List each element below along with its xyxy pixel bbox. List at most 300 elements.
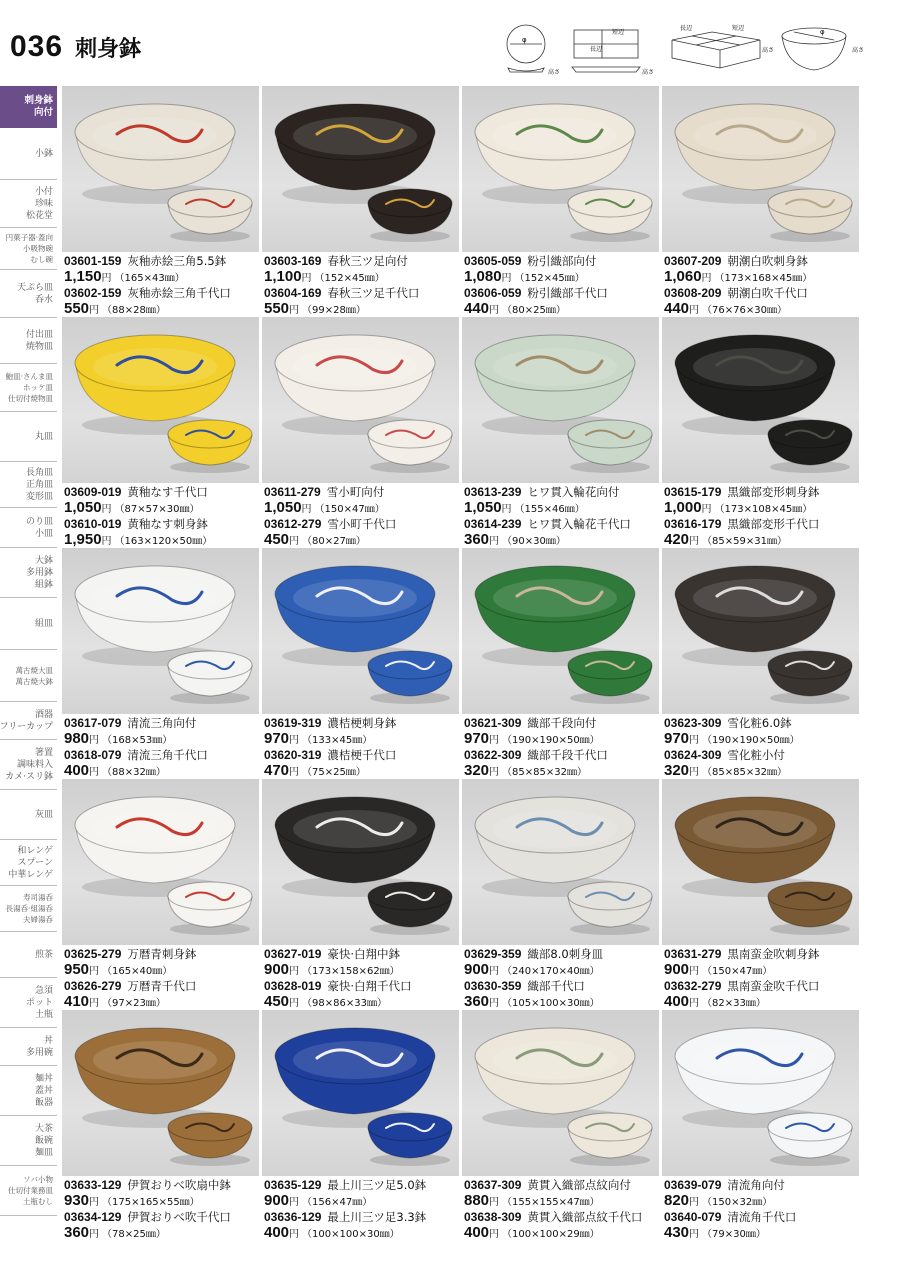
sidebar-item-label: 小付 — [34, 186, 53, 197]
yen-unit: 円 — [689, 998, 700, 1009]
product-code: 03631-279 — [664, 947, 722, 961]
product-price-row — [264, 1193, 464, 1210]
product-dimensions: （150×47㎜） — [314, 504, 385, 515]
product-name: 灰釉赤絵三角千代口 — [127, 286, 231, 300]
product-name: 濃桔梗刺身鉢 — [327, 716, 397, 730]
diagram-phi: φ — [522, 36, 527, 44]
product-photo[interactable] — [262, 779, 459, 945]
product-dimensions: （190×190×50㎜） — [502, 735, 600, 746]
product-code-row — [464, 254, 664, 269]
sidebar-item-label: 仕切付業務皿 — [8, 1186, 53, 1195]
sidebar-item-label: 飯器 — [34, 1097, 53, 1108]
sidebar-item-label: 夫婦湯呑 — [23, 915, 53, 924]
product-name: 朝潮白吹刺身鉢 — [727, 254, 808, 268]
sidebar-item-19[interactable] — [0, 978, 57, 1028]
product-photo[interactable] — [662, 779, 859, 945]
sidebar-item-label: ソバ小物 — [23, 1175, 53, 1184]
sidebar-item-label: 鮑皿·さんま皿 — [5, 372, 53, 381]
round-plate-diagram — [507, 25, 545, 72]
product-code: 03635-129 — [264, 1178, 322, 1192]
product-photo[interactable] — [62, 779, 259, 945]
product-caption — [64, 485, 264, 549]
sidebar-item-label: 長湯呑·組湯呑 — [5, 904, 53, 913]
sidebar-item-label: フリーカップ — [0, 721, 53, 732]
yen-unit: 円 — [689, 1229, 700, 1240]
product-card[interactable] — [62, 548, 259, 779]
product-code-row — [264, 947, 464, 962]
dish-illustration — [262, 317, 459, 483]
product-code-row — [64, 286, 264, 301]
dish-illustration — [262, 1010, 459, 1176]
product-price: 1,080 — [464, 268, 502, 285]
product-dimensions: （152×45㎜） — [314, 273, 385, 284]
product-name: 清流三角向付 — [127, 716, 197, 730]
yen-unit: 円 — [489, 1197, 500, 1208]
product-price-row — [664, 1225, 864, 1242]
product-price-row — [64, 1225, 264, 1242]
sidebar-item-label: カメ·スリ鉢 — [5, 771, 53, 782]
product-price: 900 — [264, 1192, 290, 1209]
product-price-row — [264, 763, 464, 780]
product-code: 03637-309 — [464, 1178, 522, 1192]
product-code-row — [664, 947, 864, 962]
yen-unit: 円 — [101, 536, 112, 547]
product-photo[interactable] — [462, 1010, 659, 1176]
dish-illustration — [262, 86, 459, 252]
product-photo[interactable] — [62, 86, 259, 252]
sidebar-item-label: 呑水 — [34, 294, 53, 305]
product-code-row — [664, 979, 864, 994]
product-caption — [664, 254, 864, 318]
product-price: 900 — [464, 961, 490, 978]
product-card[interactable] — [62, 86, 259, 317]
product-photo[interactable] — [462, 779, 659, 945]
product-code: 03618-079 — [64, 748, 122, 762]
sidebar-item-label: 長角皿 — [25, 467, 53, 478]
sidebar-item-5[interactable] — [0, 318, 57, 364]
product-price-row — [664, 962, 864, 979]
product-code: 03614-239 — [464, 517, 522, 531]
dish-illustration — [262, 548, 459, 714]
yen-unit: 円 — [301, 273, 312, 284]
product-price: 360 — [64, 1224, 90, 1241]
product-price-row — [264, 500, 464, 517]
sidebar-item-label: 小鉢 — [34, 148, 53, 159]
sidebar-item-label: スプーン — [17, 857, 53, 868]
product-code: 03606-059 — [464, 286, 522, 300]
diagram-short-side-2: 短辺 — [732, 25, 745, 32]
sidebar-item-13[interactable] — [0, 702, 57, 740]
product-price-row — [264, 1225, 464, 1242]
diagram-phi-2: φ — [820, 28, 825, 36]
diagram-height-1: 高さ — [548, 69, 561, 76]
yen-unit: 円 — [289, 735, 300, 746]
product-photo[interactable] — [62, 548, 259, 714]
yen-unit: 円 — [701, 504, 712, 515]
product-price-row — [64, 962, 264, 979]
product-price: 450 — [264, 531, 290, 548]
sidebar-item-label: 灰皿 — [34, 809, 53, 820]
product-name: 粉引織部向付 — [527, 254, 597, 268]
product-name: 黄釉なす千代口 — [127, 485, 208, 499]
product-price-row — [464, 269, 664, 286]
product-code-row — [264, 485, 464, 500]
sidebar-item-label: 土瓶むし — [23, 1197, 53, 1206]
product-card[interactable] — [462, 317, 659, 548]
product-card[interactable] — [662, 317, 859, 548]
product-price: 900 — [264, 961, 290, 978]
product-caption — [664, 485, 864, 549]
product-card[interactable] — [62, 779, 259, 1010]
yen-unit: 円 — [289, 1197, 300, 1208]
page-number: 036 — [10, 30, 64, 63]
product-card[interactable] — [262, 548, 459, 779]
product-code: 03608-209 — [664, 286, 722, 300]
product-photo[interactable] — [662, 86, 859, 252]
product-code: 03605-059 — [464, 254, 522, 268]
product-dimensions: （88×32㎜） — [102, 767, 166, 778]
product-name: 豪快·白翔中鉢 — [327, 947, 401, 961]
product-dimensions: （152×45㎜） — [514, 273, 585, 284]
sidebar-item-label: 組鉢 — [34, 579, 53, 590]
sidebar-item-label: 調味料入 — [16, 759, 53, 770]
page-header — [10, 30, 141, 70]
product-code-row — [264, 254, 464, 269]
product-photo[interactable] — [662, 317, 859, 483]
product-name: 朝潮白吹千代口 — [727, 286, 808, 300]
product-name: 黄貫入織部点紋向付 — [527, 1178, 631, 1192]
sidebar-item-22[interactable] — [0, 1116, 57, 1166]
product-price: 1,100 — [264, 268, 302, 285]
product-code-row — [64, 254, 264, 269]
product-name: 雪化粧6.0鉢 — [727, 716, 792, 730]
sidebar-item-3[interactable] — [0, 228, 57, 270]
sidebar-item-label: 土瓶 — [34, 1009, 53, 1020]
product-card[interactable] — [462, 1010, 659, 1241]
product-dimensions: （85×59×31㎜） — [702, 536, 787, 547]
diagram-long-side-2: 長辺 — [680, 25, 693, 32]
product-code-row — [64, 517, 264, 532]
product-code: 03626-279 — [64, 979, 122, 993]
sidebar-item-label: 大茶 — [34, 1123, 53, 1134]
yen-unit: 円 — [489, 966, 500, 977]
product-price: 360 — [464, 531, 490, 548]
product-price: 400 — [464, 1224, 490, 1241]
sidebar-item-16[interactable] — [0, 840, 57, 886]
product-card[interactable] — [62, 317, 259, 548]
dish-illustration — [62, 86, 259, 252]
dish-illustration — [462, 1010, 659, 1176]
yen-unit: 円 — [89, 966, 100, 977]
product-price: 320 — [664, 762, 690, 779]
sidebar-item-label: 麺皿 — [34, 1147, 53, 1158]
product-photo[interactable] — [462, 548, 659, 714]
product-code-row — [64, 748, 264, 763]
product-code-row — [664, 485, 864, 500]
product-name: 最上川三ツ足5.0鉢 — [327, 1178, 427, 1192]
product-photo[interactable] — [62, 1010, 259, 1176]
sidebar-item-4[interactable] — [0, 270, 57, 318]
sidebar-item-0[interactable] — [0, 86, 57, 128]
product-card[interactable] — [662, 1010, 859, 1241]
sidebar-item-label: 萬古焼大皿 — [15, 665, 53, 675]
product-code: 03630-359 — [464, 979, 522, 993]
sidebar-item-label: 仕切付焼物皿 — [8, 394, 53, 403]
product-card[interactable] — [262, 1010, 459, 1241]
sidebar-item-label: 多用鉢 — [25, 567, 53, 578]
product-dimensions: （155×155×47㎜） — [502, 1197, 600, 1208]
product-name: 清流角千代口 — [727, 1210, 797, 1224]
sidebar-item-label: 寿司湯呑 — [23, 893, 53, 902]
product-price-row — [464, 731, 664, 748]
product-photo[interactable] — [462, 86, 659, 252]
product-name: 黄貫入織部点紋千代口 — [527, 1210, 643, 1224]
product-name: 清流角向付 — [727, 1178, 785, 1192]
product-code-row — [464, 979, 664, 994]
product-price: 360 — [464, 993, 490, 1010]
product-name: 黒織部変形千代口 — [727, 517, 820, 531]
product-price-row — [264, 532, 464, 549]
product-code: 03604-169 — [264, 286, 322, 300]
sidebar-item-label: むし碗 — [30, 255, 53, 264]
product-price-row — [464, 301, 664, 318]
product-price: 420 — [664, 531, 690, 548]
product-code-row — [464, 517, 664, 532]
product-name: 最上川三ツ足3.3鉢 — [327, 1210, 427, 1224]
sidebar-item-10[interactable] — [0, 548, 57, 598]
product-name: 織部千段千代口 — [527, 748, 608, 762]
sidebar-item-label: 丼 — [43, 1035, 53, 1046]
product-dimensions: （78×25㎜） — [102, 1229, 166, 1240]
product-name: 清流三角千代口 — [127, 748, 208, 762]
yen-unit: 円 — [489, 536, 500, 547]
product-card[interactable] — [662, 86, 859, 317]
sidebar-item-8[interactable] — [0, 462, 57, 508]
product-code-row — [264, 286, 464, 301]
sidebar-item-label: 正角皿 — [25, 479, 53, 490]
product-code-row — [464, 947, 664, 962]
product-dimensions: （79×30㎜） — [702, 1229, 766, 1240]
sidebar-item-21[interactable] — [0, 1066, 57, 1116]
product-code-row — [464, 716, 664, 731]
product-name: 万暦青千代口 — [127, 979, 197, 993]
product-name: 濃桔梗千代口 — [327, 748, 397, 762]
product-card[interactable] — [462, 779, 659, 1010]
product-dimensions: （98×86×33㎜） — [302, 998, 387, 1009]
product-price: 400 — [264, 1224, 290, 1241]
product-dimensions: （100×100×30㎜） — [302, 1229, 400, 1240]
product-code: 03636-129 — [264, 1210, 322, 1224]
product-card[interactable] — [462, 86, 659, 317]
product-dimensions: （90×30㎜） — [502, 536, 566, 547]
yen-unit: 円 — [89, 998, 100, 1009]
product-photo[interactable] — [462, 317, 659, 483]
rect-plate-diagram — [572, 30, 640, 72]
product-price-row — [464, 500, 664, 517]
yen-unit: 円 — [101, 273, 112, 284]
product-code: 03625-279 — [64, 947, 122, 961]
yen-unit: 円 — [489, 767, 500, 778]
sidebar-item-label: 飯碗 — [34, 1135, 53, 1146]
product-code-row — [464, 485, 664, 500]
product-dimensions: （175×165×55㎜） — [102, 1197, 200, 1208]
sidebar-item-label: 向付 — [33, 107, 53, 118]
yen-unit: 円 — [289, 536, 300, 547]
product-caption — [264, 254, 464, 318]
yen-unit: 円 — [89, 1197, 100, 1208]
product-price: 470 — [264, 762, 290, 779]
product-dimensions: （82×33㎜） — [702, 998, 766, 1009]
product-code-row — [464, 748, 664, 763]
product-photo[interactable] — [62, 317, 259, 483]
product-code-row — [64, 716, 264, 731]
product-caption — [264, 485, 464, 549]
sidebar-item-1[interactable] — [0, 128, 57, 180]
product-price: 970 — [664, 730, 690, 747]
product-price: 550 — [64, 300, 90, 317]
diagram-height-2: 高さ — [642, 69, 655, 76]
product-name: ヒワ貫入輪花向付 — [527, 485, 620, 499]
sidebar-item-6[interactable] — [0, 364, 57, 412]
product-card[interactable] — [662, 779, 859, 1010]
product-name: 灰釉赤絵三角5.5鉢 — [127, 254, 227, 268]
sidebar-item-20[interactable] — [0, 1028, 57, 1066]
product-price-row — [464, 962, 664, 979]
dish-illustration — [462, 317, 659, 483]
product-price: 430 — [664, 1224, 690, 1241]
product-code: 03612-279 — [264, 517, 322, 531]
sidebar-item-18[interactable] — [0, 932, 57, 978]
product-card[interactable] — [262, 86, 459, 317]
product-code: 03627-019 — [264, 947, 322, 961]
product-price-row — [464, 994, 664, 1011]
product-card[interactable] — [462, 548, 659, 779]
sidebar-item-label: 丸皿 — [34, 431, 53, 442]
product-price: 930 — [64, 1192, 90, 1209]
product-code: 03607-209 — [664, 254, 722, 268]
product-caption — [664, 716, 864, 780]
product-dimensions: （85×85×32㎜） — [502, 767, 587, 778]
sidebar-item-label: 天ぷら皿 — [16, 282, 53, 293]
sidebar-item-14[interactable] — [0, 740, 57, 790]
sidebar-item-label: ポット — [25, 997, 53, 1008]
product-photo[interactable] — [662, 548, 859, 714]
product-name: 粉引織部千代口 — [527, 286, 608, 300]
dish-illustration — [462, 86, 659, 252]
sidebar-item-17[interactable] — [0, 886, 57, 932]
sidebar-item-9[interactable] — [0, 508, 57, 548]
product-price: 950 — [64, 961, 90, 978]
sidebar-item-12[interactable] — [0, 650, 57, 702]
sidebar-item-23[interactable] — [0, 1166, 57, 1216]
product-photo[interactable] — [262, 317, 459, 483]
product-code: 03619-319 — [264, 716, 322, 730]
yen-unit: 円 — [89, 1229, 100, 1240]
sidebar-item-label: 中華レンゲ — [8, 869, 53, 880]
yen-unit: 円 — [489, 735, 500, 746]
product-price: 1,950 — [64, 531, 102, 548]
product-code: 03620-319 — [264, 748, 322, 762]
product-caption — [464, 1178, 664, 1242]
product-code: 03639-079 — [664, 1178, 722, 1192]
product-code-row — [464, 286, 664, 301]
product-dimensions: （156×47㎜） — [302, 1197, 373, 1208]
product-price-row — [464, 1193, 664, 1210]
sidebar-item-label: ホッケ皿 — [23, 383, 53, 392]
product-price: 1,050 — [64, 499, 102, 516]
product-dimensions: （190×190×50㎜） — [702, 735, 800, 746]
product-code: 03640-079 — [664, 1210, 722, 1224]
yen-unit: 円 — [289, 1229, 300, 1240]
product-card[interactable] — [62, 1010, 259, 1241]
product-price-row — [64, 994, 264, 1011]
dish-illustration — [262, 779, 459, 945]
product-name: 雪小町向付 — [326, 485, 385, 499]
sidebar-item-15[interactable] — [0, 790, 57, 840]
product-price-row — [664, 532, 864, 549]
product-price-row — [664, 731, 864, 748]
product-price: 440 — [464, 300, 490, 317]
product-price-row — [64, 763, 264, 780]
page-title: 刺身鉢 — [75, 37, 142, 62]
product-price-row — [264, 994, 464, 1011]
product-card[interactable] — [262, 779, 459, 1010]
sidebar-item-11[interactable] — [0, 598, 57, 650]
product-photo[interactable] — [262, 548, 459, 714]
product-price: 550 — [264, 300, 290, 317]
product-code-row — [664, 748, 864, 763]
product-photo[interactable] — [662, 1010, 859, 1176]
yen-unit: 円 — [289, 767, 300, 778]
product-price: 1,050 — [264, 499, 302, 516]
product-code-row — [64, 947, 264, 962]
dish-illustration — [662, 1010, 859, 1176]
dish-illustration — [62, 317, 259, 483]
yen-unit: 円 — [689, 966, 700, 977]
product-price: 900 — [664, 961, 690, 978]
sidebar-item-7[interactable] — [0, 412, 57, 462]
product-dimensions: （85×85×32㎜） — [702, 767, 787, 778]
sidebar-item-label: 変形皿 — [25, 491, 53, 502]
product-code-row — [264, 1210, 464, 1225]
sidebar-item-2[interactable] — [0, 180, 57, 228]
product-caption — [664, 947, 864, 1011]
dish-illustration — [662, 548, 859, 714]
sidebar-item-label: 焼物皿 — [25, 341, 53, 352]
product-dimensions: （75×25㎜） — [302, 767, 366, 778]
product-code-row — [64, 979, 264, 994]
product-code: 03602-159 — [64, 286, 122, 300]
product-photo[interactable] — [262, 1010, 459, 1176]
product-card[interactable] — [262, 317, 459, 548]
category-sidebar — [0, 86, 57, 1216]
product-name: 黒南蛮金吹刺身鉢 — [727, 947, 820, 961]
dish-illustration — [662, 317, 859, 483]
product-price: 1,000 — [664, 499, 702, 516]
yen-unit: 円 — [89, 767, 100, 778]
product-price: 1,060 — [664, 268, 702, 285]
product-code: 03610-019 — [64, 517, 122, 531]
product-card[interactable] — [662, 548, 859, 779]
product-code: 03603-169 — [264, 254, 322, 268]
product-caption — [64, 254, 264, 318]
product-photo[interactable] — [262, 86, 459, 252]
product-caption — [264, 947, 464, 1011]
dish-illustration — [662, 779, 859, 945]
dimension-diagrams — [502, 22, 892, 82]
yen-unit: 円 — [89, 735, 100, 746]
product-price: 440 — [664, 300, 690, 317]
